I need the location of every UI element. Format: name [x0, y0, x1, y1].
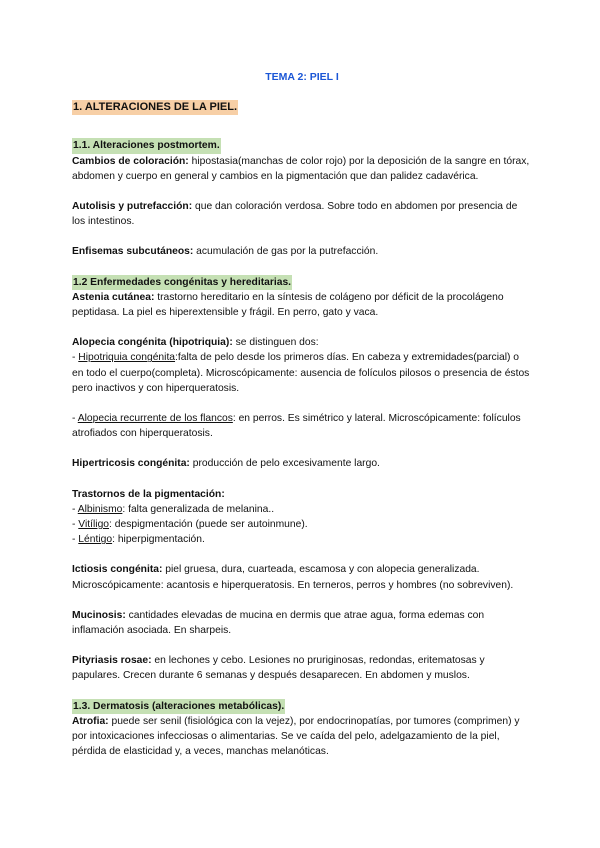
prefix: - — [72, 503, 78, 515]
text: piel gruesa, dura, cuarteada, escamosa y con alopecia generalizada. Microscópicamente: acantosis e hiperqueratosis. En terneros, perros y hombres (no sobreviven). — [72, 564, 514, 591]
paragraph-enfisemas — [72, 244, 532, 259]
paragraph-pityriasis — [72, 653, 532, 683]
paragraph-atrofia — [72, 714, 532, 760]
section-heading-1: 1. ALTERACIONES DE LA PIEL. — [72, 100, 238, 115]
paragraph-mucinosis — [72, 608, 532, 638]
paragraph-hipertricosis — [72, 456, 532, 471]
paragraph-pigmentacion — [72, 487, 532, 548]
text: puede ser senil (fisiológica con la vejez), por endocrinopatías, por tumores (comprimen) y por intoxicaciones infecciosas o alimentarias. Se ve caída del pelo, adelgazamiento de la piel, pérdida de elasticidad y, a veces, manchas melanóticas. — [72, 715, 520, 758]
text: : despigmentación (puede ser autoinmune). — [109, 519, 308, 531]
paragraph-alopecia-flancos — [72, 411, 532, 441]
subsection-heading-1-3: 1.3. Dermatosis (alteraciones metabólicas). — [72, 699, 285, 714]
subsection-heading-1-1: 1.1. Alteraciones postmortem. — [72, 138, 221, 153]
term: Pityriasis rosae: — [72, 655, 152, 667]
term: Enfisemas subcutáneos: — [72, 246, 194, 258]
paragraph-alopecia — [72, 335, 532, 396]
underlined-term: Albinismo — [77, 503, 123, 515]
underlined-term: Léntigo — [78, 534, 113, 546]
underlined-term: Vitíligo — [78, 519, 110, 531]
text: hipostasia(manchas de color rojo) por la deposición de la sangre en tórax, abdomen y cuerpo en general y cambios en la pigmentación que dan palidez cadavérica. — [72, 155, 530, 182]
underlined-term: Hipotriquia congénita — [78, 352, 176, 364]
underlined-term: Alopecia recurrente de los flancos — [77, 413, 233, 425]
prefix: - — [72, 534, 79, 546]
text: : hiperpigmentación. — [112, 534, 205, 546]
text: acumulación de gas por la putrefacción. — [193, 246, 379, 258]
term: Cambios de coloración: — [72, 155, 189, 167]
text: :falta de pelo desde los primeros días. En cabeza y extremidades(parcial) o en todo el cuerpo(completa). Microscópicamente: ausencia de folículos pilosos o presencia de éstos pero inactivos y con hiperqueratosis. — [72, 352, 530, 394]
term: Astenia cutánea: — [72, 291, 155, 303]
term: Alopecia congénita (hipotriquia): — [72, 337, 233, 349]
term: Trastornos de la pigmentación: — [72, 488, 225, 500]
term: Ictiosis congénita: — [72, 564, 163, 576]
text: producción de pelo excesivamente largo. — [189, 458, 380, 470]
prefix: - — [72, 413, 78, 425]
text: : falta generalizada de melanina.. — [122, 503, 275, 515]
paragraph-astenia — [72, 290, 532, 320]
paragraph-ictiosis — [72, 562, 532, 592]
prefix: - — [72, 352, 79, 364]
text: que dan coloración verdosa. Sobre todo en abdomen por presencia de los intestinos. — [72, 201, 518, 228]
paragraph-cambios-coloracion — [72, 154, 532, 184]
term: Hipertricosis congénita: — [72, 458, 190, 470]
term: Mucinosis: — [72, 609, 126, 621]
term: Autolisis y putrefacción: — [72, 201, 193, 213]
text: cantidades elevadas de mucina en dermis que atrae agua, forma edemas con inflamación asociada. En sharpeis. — [72, 609, 485, 637]
subsection-heading-1-2: 1.2 Enfermedades congénitas y hereditarias. — [72, 275, 292, 290]
prefix: - — [72, 519, 79, 531]
document-page — [72, 70, 532, 760]
text: trastorno hereditario en la síntesis de colágeno por déficit de la procolágeno peptidasa. La piel es hiperextensible y frágil. En perro, gato y vaca. — [72, 291, 504, 319]
text: se distinguen dos: — [232, 337, 319, 349]
page-title: TEMA 2: PIEL I — [265, 71, 339, 83]
text: en lechones y cebo. Lesiones no pruriginosas, redondas, eritematosas y papulares. Crecen durante 6 semanas y después desaparecen. En abdomen y muslos. — [72, 655, 485, 682]
term: Atrofia: — [72, 715, 109, 727]
paragraph-autolisis — [72, 199, 532, 229]
text: : en perros. Es simétrico y lateral. Microscópicamente: folículos atrofiados con hiperqueratosis. — [72, 413, 521, 440]
